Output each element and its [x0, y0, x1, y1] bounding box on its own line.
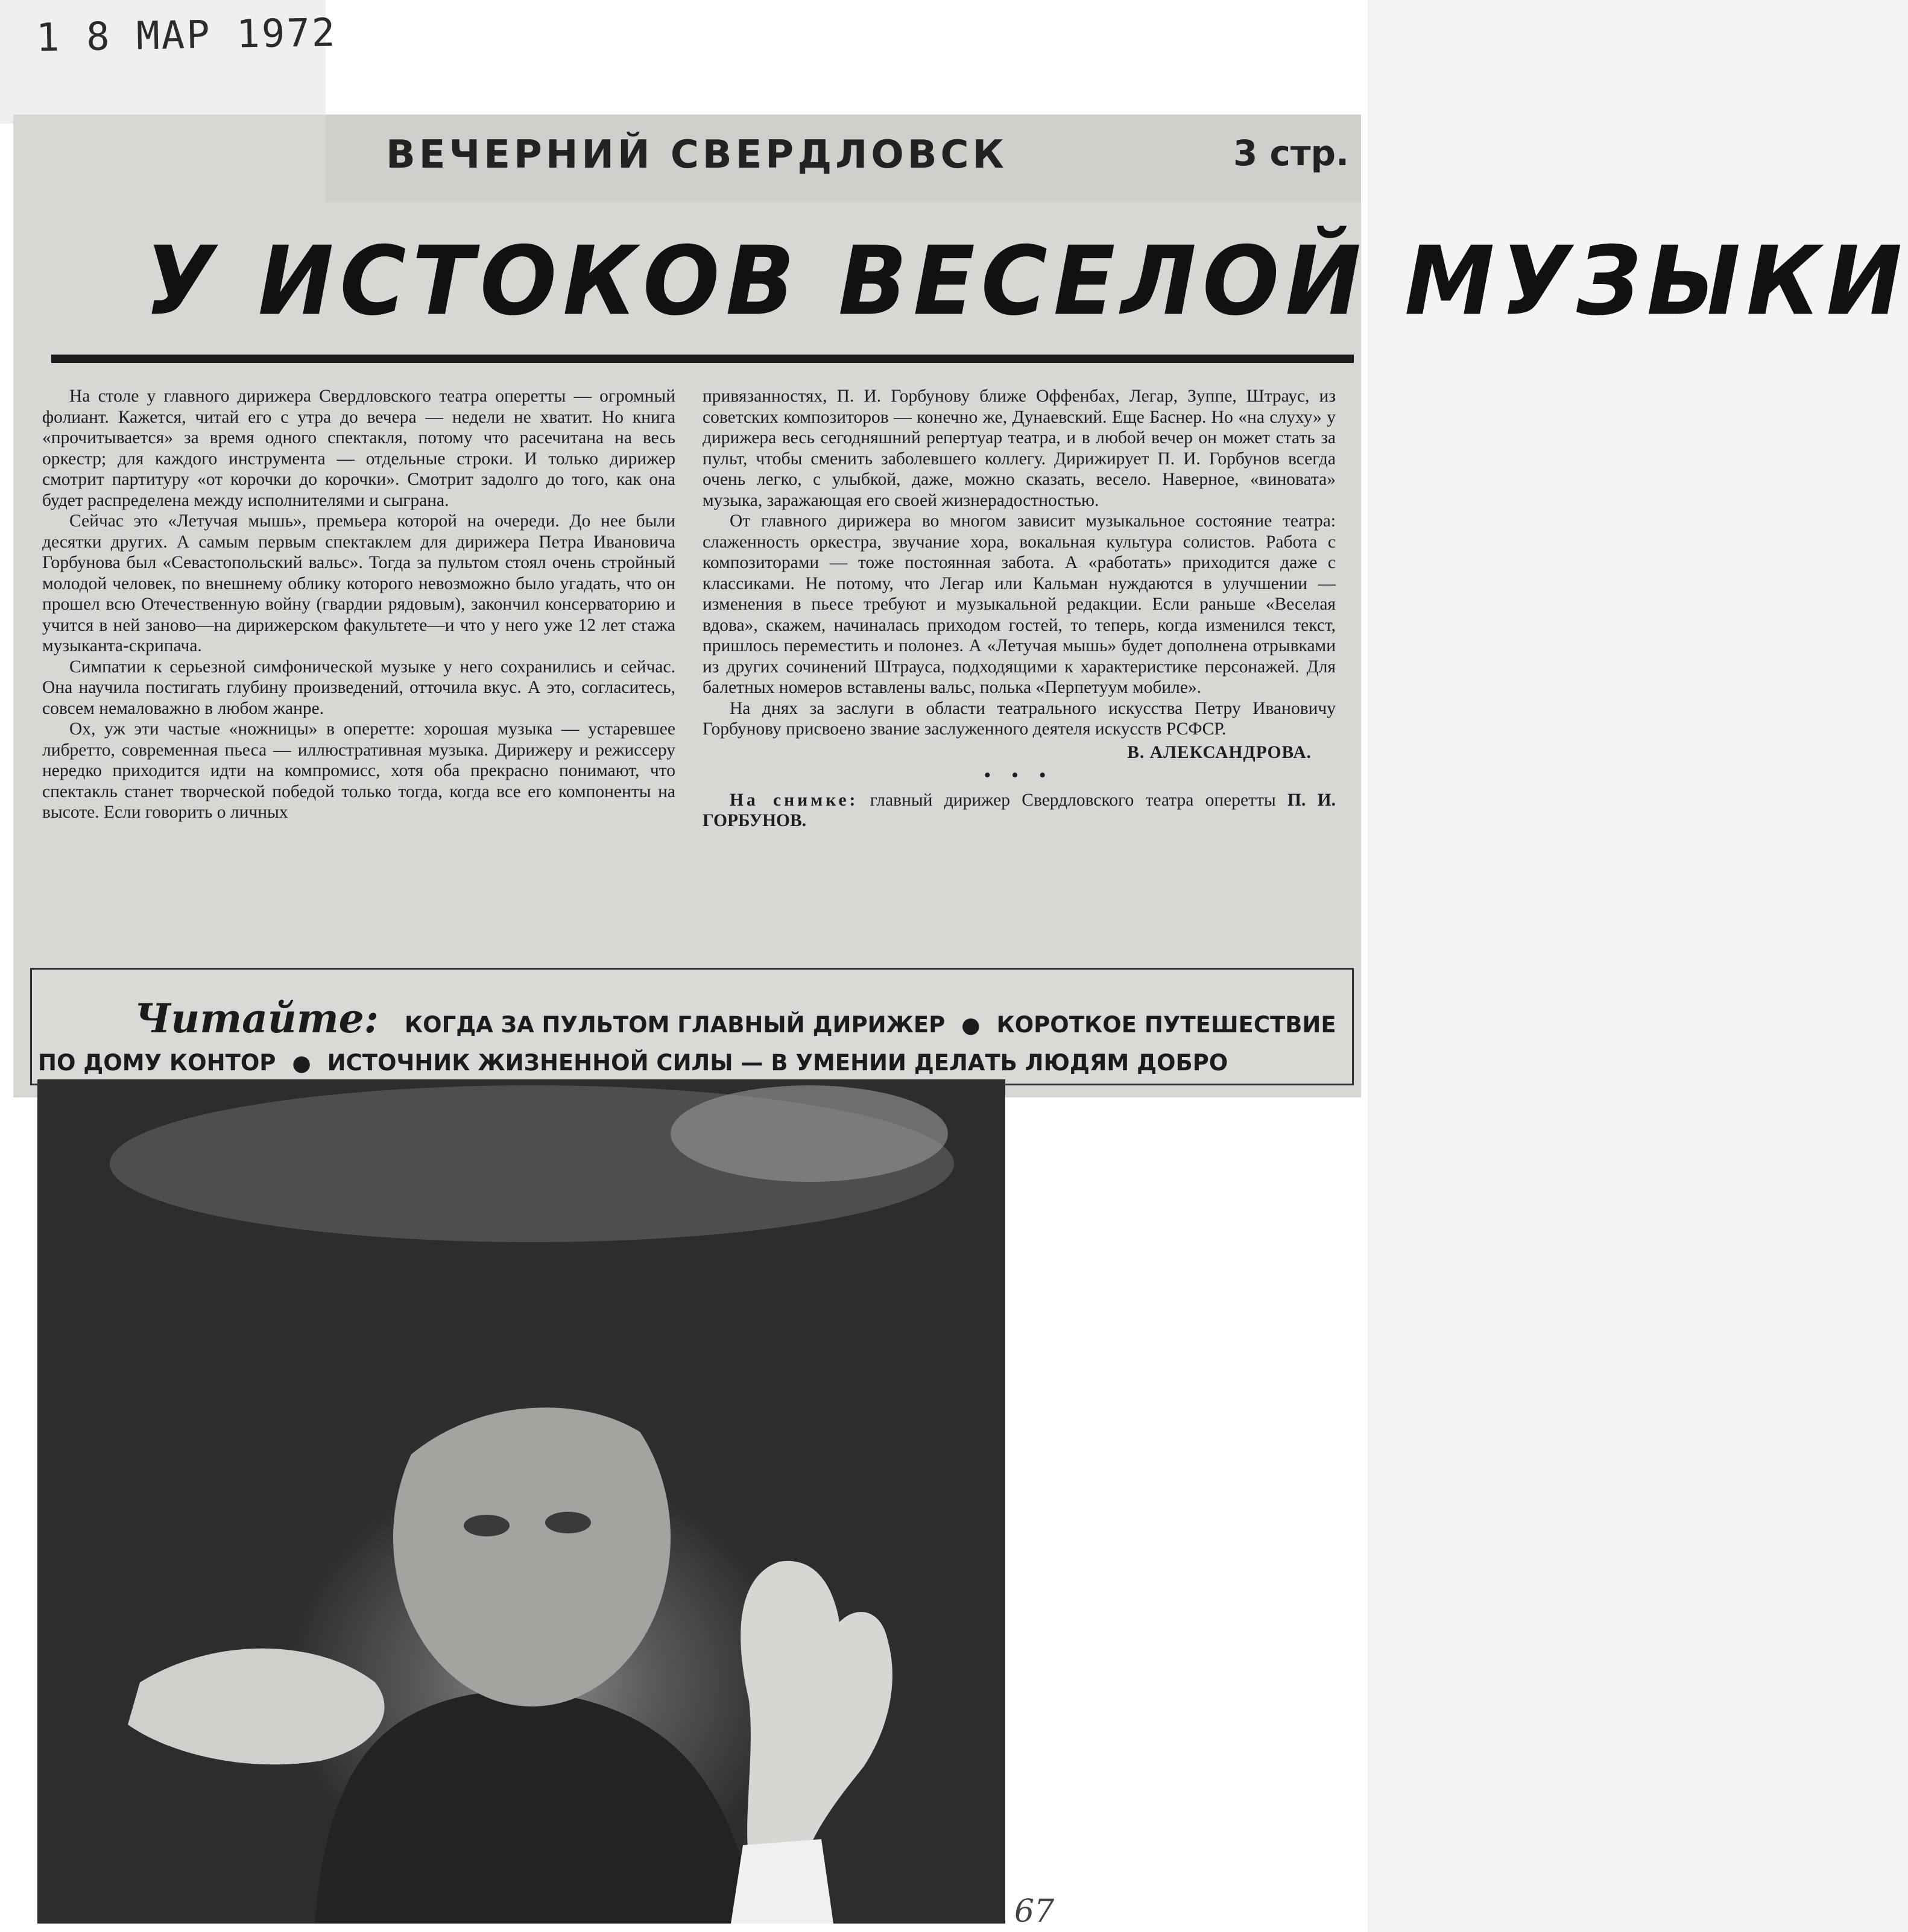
- score-pages: [128, 1649, 385, 1765]
- date-stamp: 1 8 МАР 1972: [36, 10, 337, 61]
- newspaper-name: ВЕЧЕРНИЙ СВЕРДЛОВСК: [386, 133, 1008, 177]
- caption-text: главный дирижер Свердловского театра оперетты: [870, 790, 1276, 810]
- article-paragraph: На столе у главного дирижера Свердловского театра оперетты — огромный фолиант. Кажется, читай его с утра до вечера — недели не хватит. Но книга «прочитывается» за время одного спектакля, потому что расечитана на весь оркестр; для каждого инструмента — отдельные строки. И только дирижер смотрит партитуру «от корочки до корочки». Смотрит задолго до того, как она будет распределена между исполнителями и сыграна.: [42, 387, 675, 510]
- author-signature: В. АЛЕКСАНДРОВА.: [1127, 742, 1312, 762]
- page-number: 3 стр.: [1233, 133, 1350, 174]
- conductor-jacket: [315, 1691, 755, 1924]
- photo-caption: [703, 790, 1336, 832]
- read-more-item: КОРОТКОЕ ПУТЕШЕСТВИЕ ПО ДОМУ КОНТОР: [38, 1012, 1336, 1076]
- separator-dots: • • •: [984, 766, 1054, 785]
- read-more-lead: Читайте:: [134, 995, 379, 1042]
- conductor-eye-right: [545, 1512, 591, 1533]
- headline-rule: [51, 355, 1354, 363]
- article-paragraph: Ох, уж эти частые «ножницы» в оперетте: хорошая музыка — устаревшее либретто, современная пьеса — иллюстративная музыка. Дирижеру и режиссеру нередко приходится идти на компромисс, хотя оба прекрасно понимают, что спектакль станет творческой победой только тогда, когда все его компоненты на высоте. Если говорить о личных: [42, 719, 675, 822]
- shirt-cuff: [731, 1839, 833, 1924]
- article-column-left: [42, 386, 675, 823]
- conductor-photo: [37, 1079, 1005, 1924]
- archive-folio-number: 67: [1014, 1893, 1055, 1930]
- photo-illustration: [37, 1079, 1005, 1924]
- read-more-box: [30, 968, 1354, 1085]
- article-paragraph: Сейчас это «Летучая мышь», премьера которой на очереди. До нее были десятки других. А самым первым спектаклем для дирижера Петра Ивановича Горбунова был «Севастопольский вальс». Тогда за пультом стоял очень стройный молодой человек, по внешнему облику которого невозможно было угадать, что он прошел всю Отечественную войну (гвардии рядовым), закончил консерваторию и учится в ней заново—на дирижерском факультете—и что у него уже 12 лет стажа музыканта-скрипача.: [42, 511, 675, 655]
- caption-name: П. И. ГОРБУНОВ.: [703, 790, 1336, 830]
- conductor-hand: [741, 1561, 892, 1863]
- article-paragraph: Симпатии к серьезной симфонической музыке у него сохранились и сейчас. Она научила постигать глубину произведений, отточила вкус. А это, согласитесь, совсем немаловажно в любом жанре.: [42, 657, 675, 718]
- caption-lead: На снимке:: [730, 790, 859, 810]
- article-column-right: [703, 386, 1336, 832]
- bullet-icon: ●: [961, 1013, 981, 1038]
- bullet-icon: ●: [292, 1051, 311, 1076]
- read-more-item: ИСТОЧНИК ЖИЗНЕННОЙ СИЛЫ — В УМЕНИИ ДЕЛАТЬ ЛЮДЯМ ДОБРО: [327, 1050, 1228, 1076]
- photo-lamp-glow: [671, 1085, 948, 1182]
- read-more-text: [38, 995, 1347, 1082]
- headline: У ИСТОКОВ ВЕСЕЛОЙ МУЗЫКИ: [145, 226, 1908, 337]
- article-paragraph: привязанностях, П. И. Горбунову ближе Оффенбах, Легар, Зуппе, Штраус, из советских композиторов — конечно же, Дунаевский. Еще Баснер. Но «на слуху» у дирижера весь сегодняшний репертуар театра, и в любой вечер он может стать за пульт, чтобы сменить заболевшего коллегу. Дирижирует П. И. Горбунов всегда очень легко, с улыбкой, даже, можно сказать, весело. Наверное, «виновата» музыка, заражающая его своей жизнерадостностью.: [703, 387, 1336, 510]
- article-paragraph: От главного дирижера во многом зависит музыкальное состояние театра: слаженность оркестра, звучание хора, вокальная культура солистов. Работа с композиторами — тоже постоянная забота. А «работать» приходится даже с классиками. Не потому, что Легар или Кальман нуждаются в улучшении — изменения в пьесе требуют и музыкальной редакции. Если раньше «Веселая вдова», скажем, начиналась приходом гостей, то теперь, когда изменился текст, пришлось переместить и полонез. А «Летучая мышь» будет дополнена отрывками из других сочинений Штрауса, подходящими к характеристике персонажей. Для балетных номеров вставлены вальс, полька «Перпетуум мобиле».: [703, 511, 1336, 697]
- article-paragraph: На днях за заслуги в области театрального искусства Петру Ивановичу Горбунову присвоено звание заслуженного деятеля искусств РСФСР.: [703, 698, 1336, 739]
- conductor-eye-left: [464, 1515, 510, 1536]
- read-more-item: КОГДА ЗА ПУЛЬТОМ ГЛАВНЫЙ ДИРИЖЕР: [404, 1012, 946, 1038]
